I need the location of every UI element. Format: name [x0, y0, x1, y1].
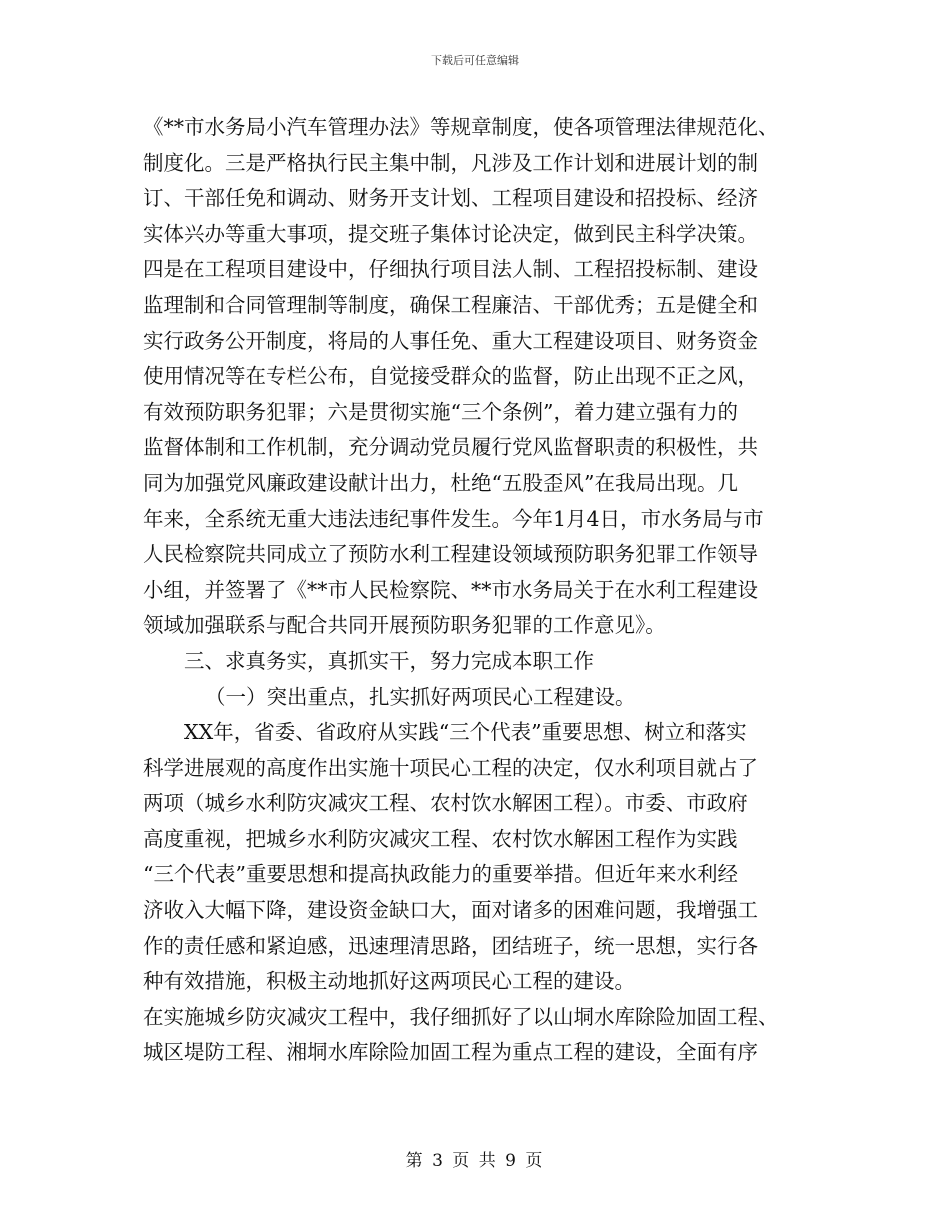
text-line: 制度化。三是严格执行民主集中制，凡涉及工作计划和进展计划的制	[143, 150, 758, 175]
text-line: 种有效措施，积极主动地抓好这两项民心工程的建设。	[143, 969, 635, 994]
text-line: 小组，并签署了《**市人民检察院、**市水务局关于在水利工程建设	[143, 577, 758, 602]
text-line: 在实施城乡防灾减灾工程中，我仔细抓好了以山垌水库除险加固工程、	[143, 1004, 779, 1029]
text-line: 使用情况等在专栏公布，自觉接受群众的监督，防止出现不正之风，	[143, 364, 758, 389]
text-line: 济收入大幅下降，建设资金缺口大，面对诸多的困难问题，我增强工	[143, 898, 758, 923]
text-line: 监督体制和工作机制，充分调动党员履行党风监督职责的积极性，共	[143, 435, 758, 460]
text-line: “三个代表”重要思想和提高执政能力的重要举措。但近年来水利经	[143, 862, 738, 887]
header-note: 下载后可任意编辑	[431, 54, 519, 67]
text-line: 订、干部任免和调动、财务开支计划、工程项目建设和招投标、经济	[143, 186, 758, 211]
text-line: 有效预防职务犯罪；六是贯彻实施“三个条例”，着力建立强有力的	[143, 399, 738, 424]
text-line: 同为加强党风廉政建设献计出力，杜绝“五股歪风”在我局出现。几	[143, 470, 738, 495]
section-heading: 三、求真务实，真抓实干，努力完成本职工作	[184, 648, 594, 673]
subsection-heading: （一）突出重点，扎实抓好两项民心工程建设。	[205, 684, 636, 709]
text-line: 高度重视，把城乡水利防灾减灾工程、农村饮水解困工程作为实践	[143, 826, 738, 851]
page-footer: 第 3 页 共 9 页	[405, 1151, 545, 1171]
text-line: 四是在工程项目建设中，仔细执行项目法人制、工程招投标制、建设	[143, 257, 758, 282]
document-body	[143, 110, 810, 1071]
text-line: 两项（城乡水利防灾减灾工程、农村饮水解困工程）。市委、市政府	[143, 791, 748, 816]
text-line: 实体兴办等重大事项，提交班子集体讨论决定，做到民主科学决策。	[143, 221, 758, 246]
text-line: 《**市水务局小汽车管理办法》等规章制度，使各项管理法律规范化、	[143, 115, 779, 139]
text-line: 作的责任感和紧迫感，迅速理清思路，团结班子，统一思想，实行各	[143, 933, 758, 958]
text-line: XX年，省委、省政府从实践“三个代表”重要思想、树立和落实	[184, 720, 747, 745]
text-line: 城区堤防工程、湘垌水库除险加固工程为重点工程的建设，全面有序	[143, 1040, 758, 1065]
text-line: 年来，全系统无重大违法违纪事件发生。今年1月4日，市水务局与市	[143, 506, 764, 531]
text-line: 人民检察院共同成立了预防水利工程建设领域预防职务犯罪工作领导	[143, 542, 758, 567]
text-line: 领域加强联系与配合共同开展预防职务犯罪的工作意见》。	[143, 613, 666, 638]
text-line: 科学进展观的高度作出实施十项民心工程的决定，仅水利项目就占了	[143, 755, 758, 780]
text-line: 监理制和合同管理制等制度，确保工程廉洁、干部优秀；五是健全和	[143, 292, 758, 317]
text-line: 实行政务公开制度，将局的人事任免、重大工程建设项目、财务资金	[143, 328, 758, 353]
